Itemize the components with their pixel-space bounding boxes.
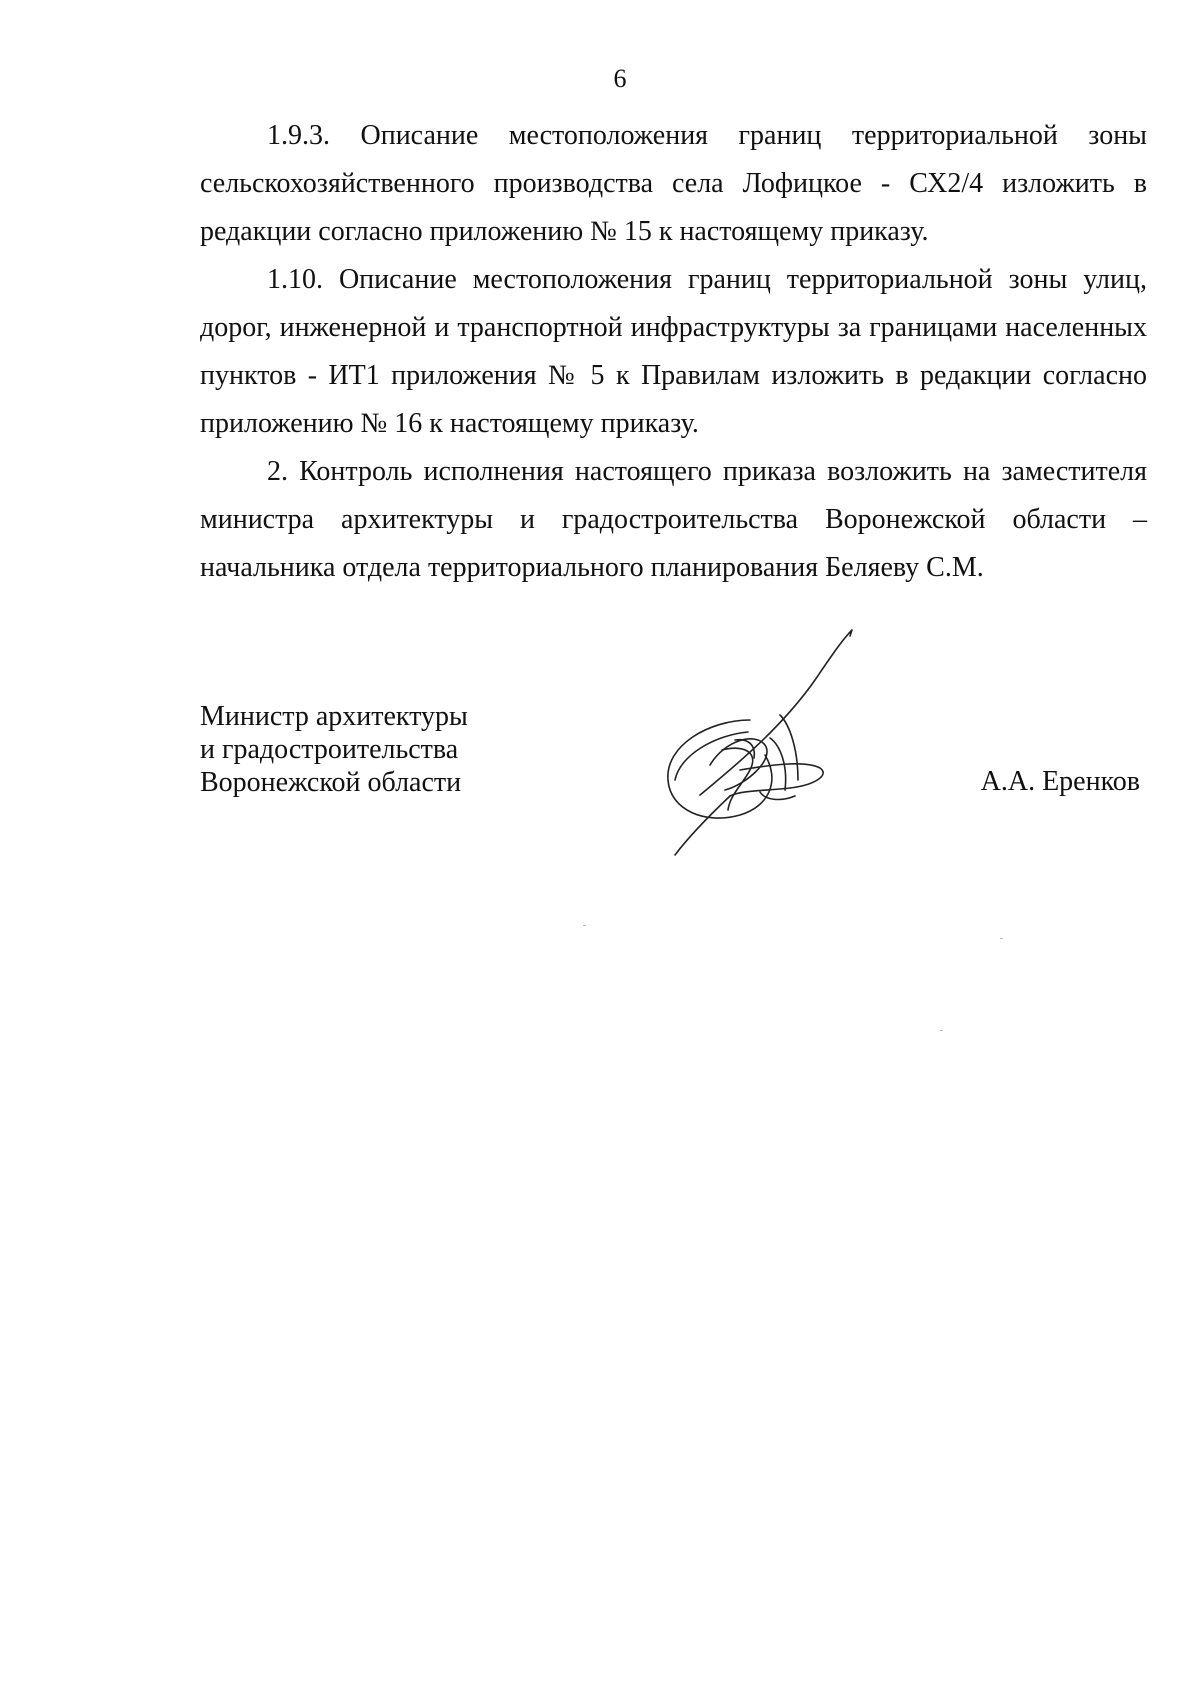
signatory-name: А.А. Еренков — [980, 766, 1140, 797]
position-line-3: Воронежской области — [200, 767, 462, 798]
position-line-1: Министр архитектуры — [200, 701, 468, 732]
page-number: 6 — [613, 64, 627, 93]
scan-speck — [940, 1030, 943, 1031]
position-line-2: и градостроительства — [200, 734, 459, 765]
handwritten-signature — [630, 620, 930, 880]
paragraph-1-9-3: 1.9.3. Описание местоположения границ территориальной зоны сельскохозяйственного производства села Лофицкое - СХ2/4 изложить в редакции согласно приложению № 15 к настоящему приказу. — [200, 120, 1147, 247]
scan-speck — [1000, 938, 1003, 939]
paragraph-1-10: 1.10. Описание местоположения границ территориальной зоны улиц, дорог, инженерной и транспортной инфраструктуры за границами населенных пунктов - ИТ1 приложения № 5 к Правилам изложить в редакции согласно приложению № 16 к настоящему приказу. — [200, 264, 1147, 439]
scan-speck — [583, 925, 586, 926]
signatory-position — [200, 700, 468, 799]
document-body — [200, 112, 1147, 592]
paragraph-2: 2. Контроль исполнения настоящего приказа возложить на заместителя министра архитектуры и градостроительства Воронежской области – начальника отдела территориального планирования Беляеву С.М. — [200, 456, 1147, 583]
